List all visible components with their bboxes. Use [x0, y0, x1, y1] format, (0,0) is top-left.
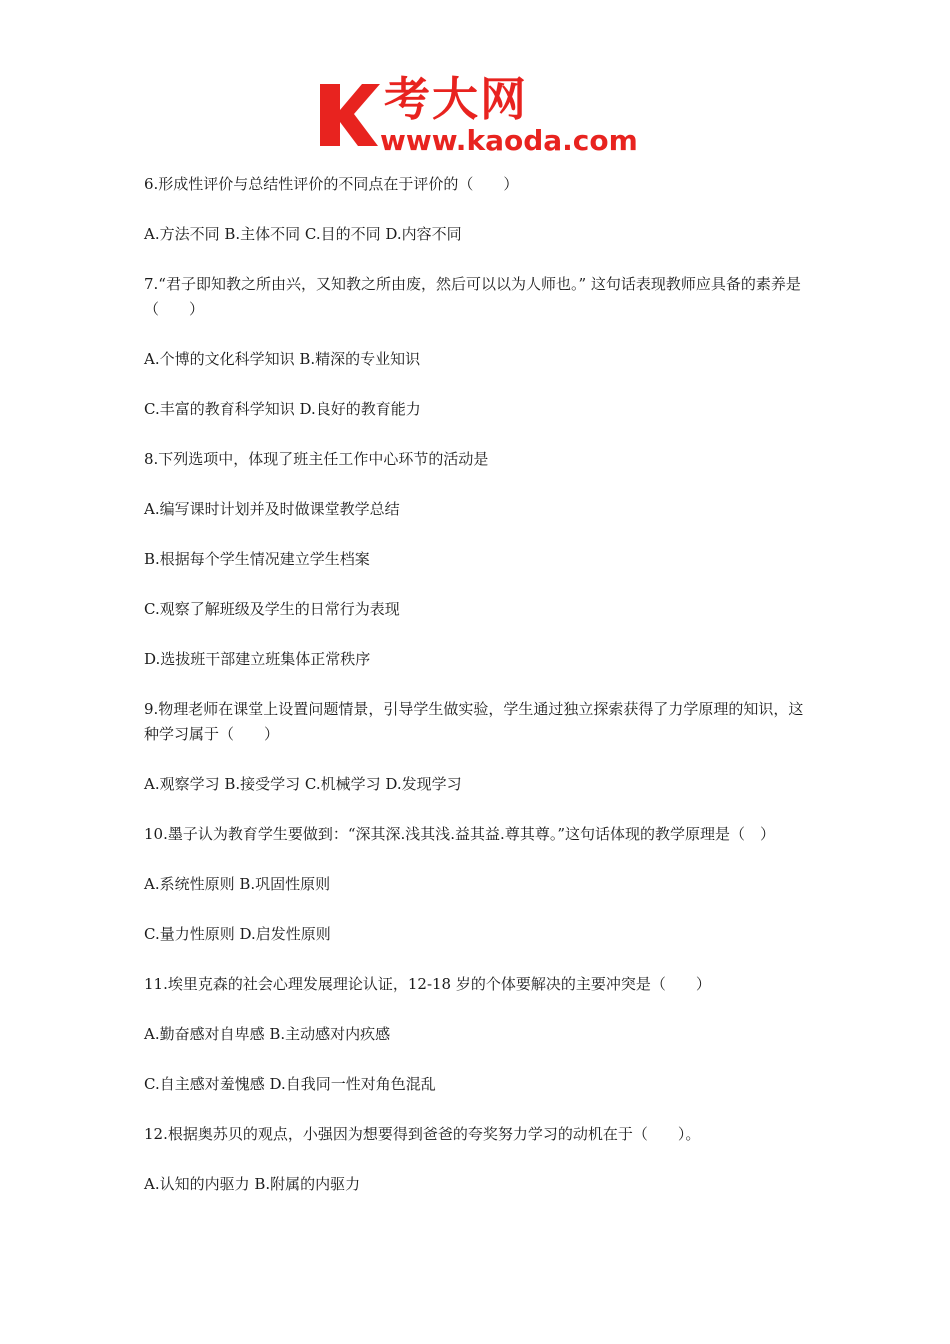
question-list	[144, 172, 814, 1222]
logo-url: www.kaoda.com	[380, 124, 638, 157]
question-8-option-b: B.根据每个学生情况建立学生档案	[144, 550, 370, 568]
question-10-options-cd: C.量力性原则 D.启发性原则	[144, 925, 331, 943]
question-10-options-ab: A.系统性原则 B.巩固性原则	[144, 875, 331, 893]
question-8-option-c: C.观察了解班级及学生的日常行为表现	[144, 600, 400, 618]
k-logo-icon	[318, 80, 380, 150]
question-9-options: A.观察学习 B.接受学习 C.机械学习 D.发现学习	[144, 775, 462, 793]
question-12-options-ab: A.认知的内驱力 B.附属的内驱力	[144, 1175, 361, 1193]
question-8-option-d: D.选拔班干部建立班集体正常秩序	[144, 650, 371, 668]
question-8-option-a: A.编写课时计划并及时做课堂教学总结	[144, 500, 400, 518]
question-11: 11.埃里克森的社会心理发展理论认证，12-18 岁的个体要解决的主要冲突是（ ）	[144, 975, 711, 993]
question-10: 10.墨子认为教育学生要做到：“深其深.浅其浅.益其益.尊其尊。”这句话体现的教学原理是（ ）	[144, 825, 776, 843]
logo-title: 考大网	[384, 72, 528, 126]
question-7-options-cd: C.丰富的教育科学知识 D.良好的教育能力	[144, 400, 421, 418]
question-11-options-cd: C.自主感对羞愧感 D.自我同一性对角色混乱	[144, 1075, 436, 1093]
question-11-options-ab: A.勤奋感对自卑感 B.主动感对内疚感	[144, 1025, 391, 1043]
question-12: 12.根据奥苏贝的观点，小强因为想要得到爸爸的夸奖努力学习的动机在于（ ）。	[144, 1125, 701, 1143]
question-9: 9.物理老师在课堂上设置问题情景，引导学生做实验，学生通过独立探索获得了力学原理的知识，这种学习属于（ ）	[144, 700, 804, 743]
question-6: 6.形成性评价与总结性评价的不同点在于评价的（ ）	[144, 175, 519, 193]
question-7: 7.“君子即知教之所由兴，又知教之所由废，然后可以以为人师也。” 这句话表现教师应具备的素养是（ ）	[144, 275, 801, 318]
question-6-options: A.方法不同 B.主体不同 C.目的不同 D.内容不同	[144, 225, 462, 243]
question-8: 8.下列选项中，体现了班主任工作中心环节的活动是	[144, 450, 489, 468]
question-7-options-ab: A.个博的文化科学知识 B.精深的专业知识	[144, 350, 421, 368]
kaoda-logo	[318, 72, 638, 162]
